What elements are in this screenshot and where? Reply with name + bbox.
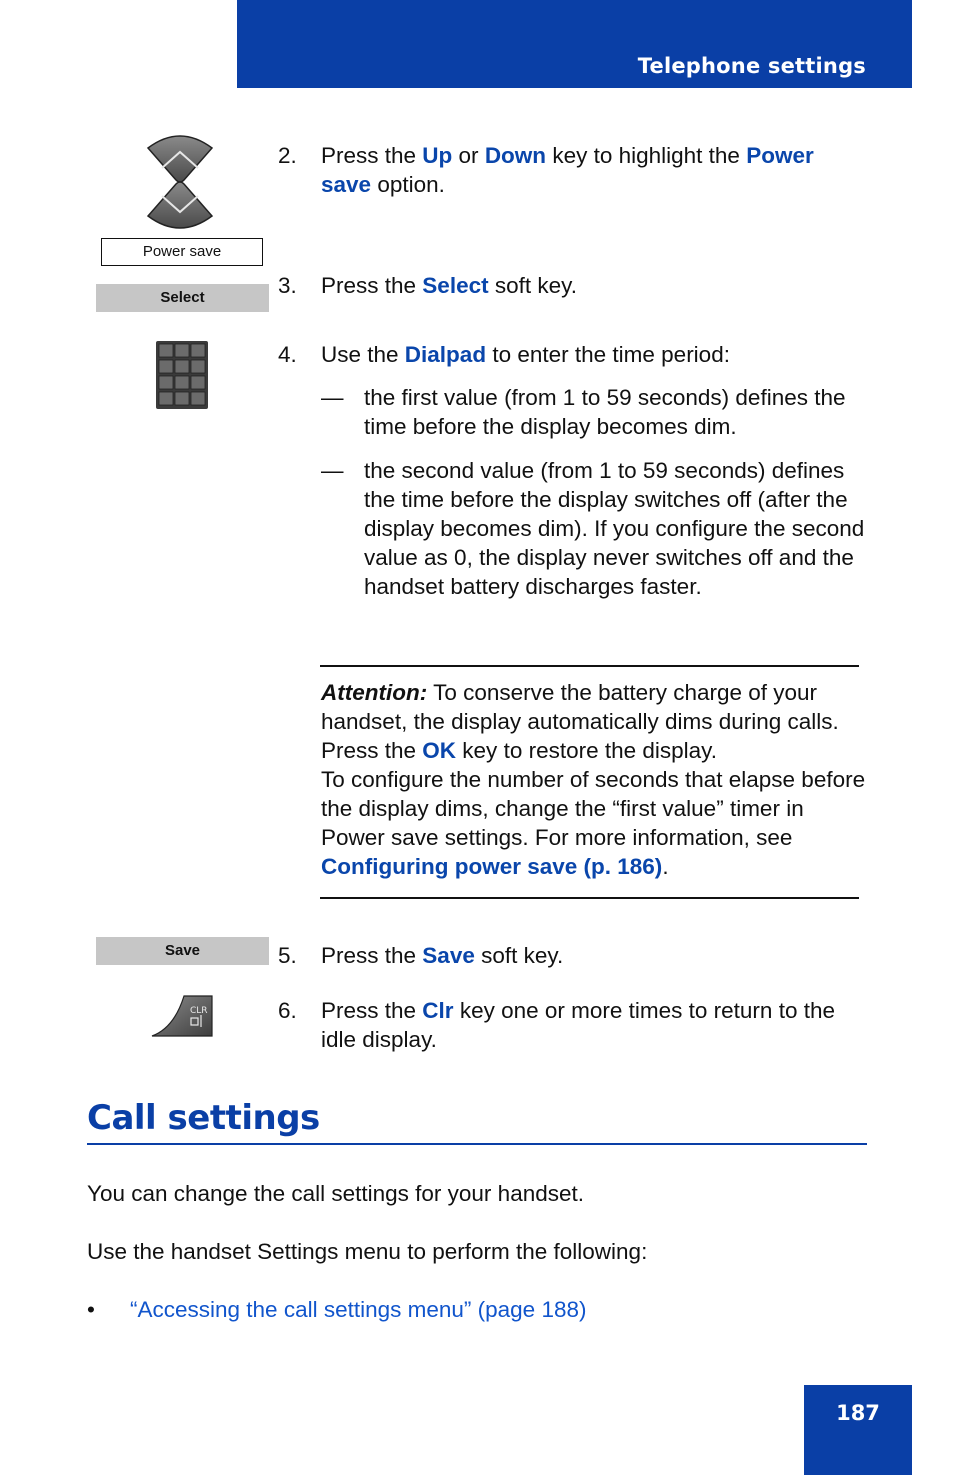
- section-title: Call settings: [87, 1098, 320, 1138]
- page-number-box: [804, 1385, 912, 1475]
- select-softkey-icon: Select: [96, 284, 269, 312]
- accessing-call-settings-link[interactable]: “Accessing the call settings menu” (page 188): [130, 1297, 587, 1322]
- step-number: 5.: [278, 943, 297, 968]
- attention-top-rule: [320, 665, 859, 667]
- header-title: Telephone settings: [637, 54, 866, 78]
- step-number: 4.: [278, 342, 297, 367]
- page-number: 187: [836, 1401, 880, 1425]
- header-bar: [237, 0, 912, 88]
- intro-paragraph: You can change the call settings for your handset.: [87, 1181, 584, 1206]
- bullet-item: [87, 1295, 587, 1324]
- power-save-option-display: Power save: [101, 238, 263, 266]
- clr-key-icon: [150, 994, 214, 1038]
- section-title-rule: [87, 1143, 867, 1145]
- attention-bottom-rule: [320, 897, 859, 899]
- step-number: 3.: [278, 273, 297, 298]
- attention-note: Attention: To conserve the battery charge of your handset, the display automatically dims during calls. Press the OK key to restore the display. To configure the number of seconds that elapse before the display dims, change the “first value” timer in Power save settings. For more information, see Configuring power save (p. 186).: [321, 680, 866, 879]
- attention-label: Attention:: [321, 680, 428, 705]
- bullet-marker: •: [87, 1297, 95, 1322]
- configuring-power-save-link[interactable]: Configuring power save (p. 186): [321, 854, 663, 879]
- instruction-paragraph: Use the handset Settings menu to perform the following:: [87, 1239, 648, 1264]
- save-softkey-icon: Save: [96, 937, 269, 965]
- step-number: 2.: [278, 143, 297, 168]
- dialpad-icon: [156, 341, 208, 409]
- svg-text:CLR: CLR: [190, 1006, 208, 1016]
- step-number: 6.: [278, 998, 297, 1023]
- up-down-navigation-key-icon: [140, 130, 220, 234]
